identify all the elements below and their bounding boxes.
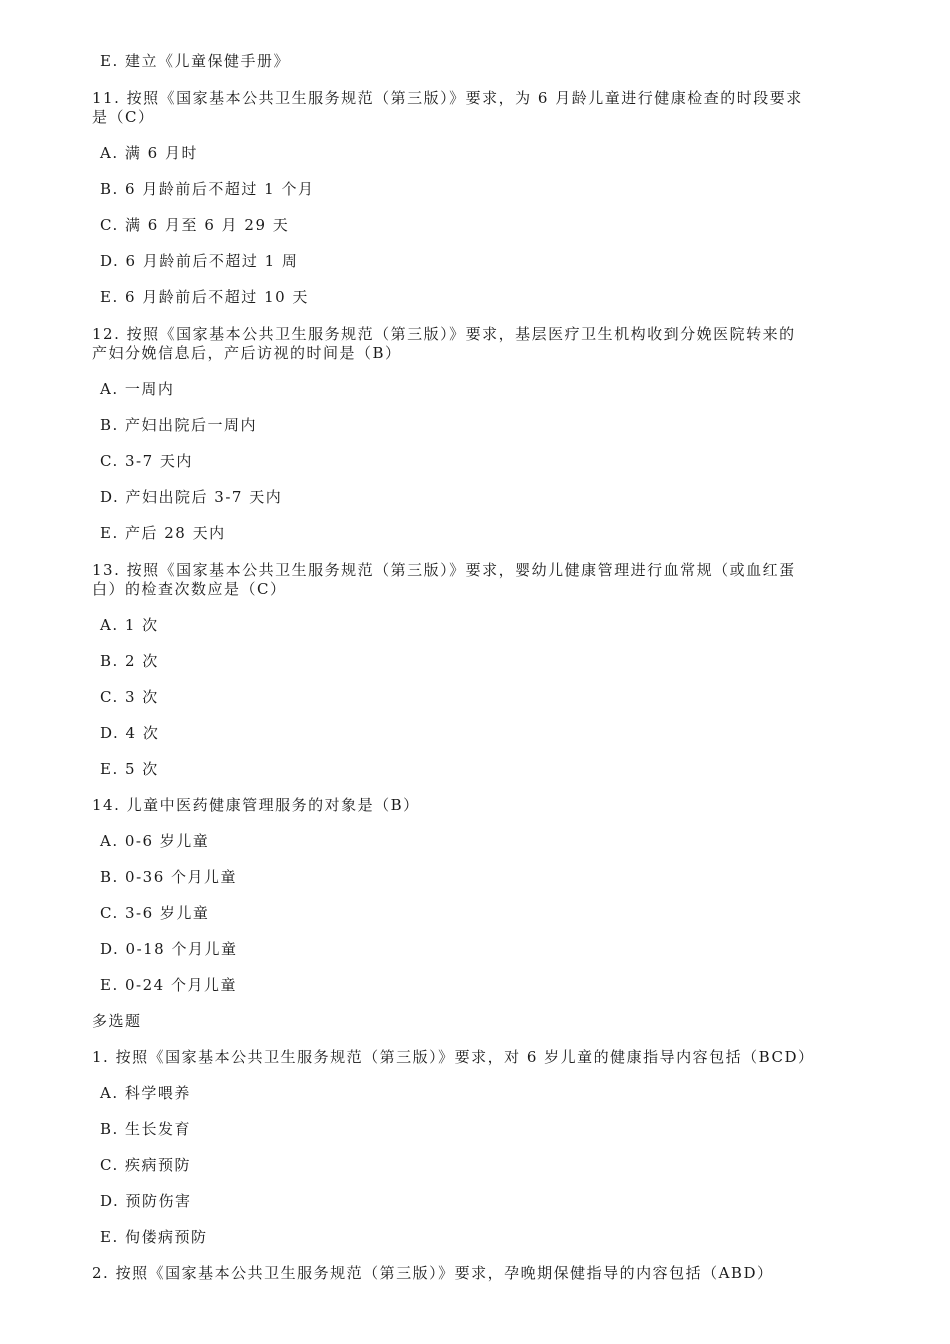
option-c-q13: C. 3 次	[100, 688, 159, 706]
option-d-q14: D. 0-18 个月儿童	[100, 940, 238, 958]
option-e-q14: E. 0-24 个月儿童	[100, 976, 237, 994]
option-e-q11: E. 6 月龄前后不超过 10 天	[100, 288, 309, 306]
option-b-q14: B. 0-36 个月儿童	[100, 868, 238, 886]
option-a-q13: A. 1 次	[100, 616, 159, 634]
option-d-q12: D. 产妇出院后 3-7 天内	[100, 488, 283, 506]
option-c-q14: C. 3-6 岁儿童	[100, 904, 210, 922]
option-a-mq1: A. 科学喂养	[100, 1084, 191, 1102]
question-12-text: 12. 按照《国家基本公共卫生服务规范（第三版）》要求，基层医疗卫生机构收到分娩医院转来的	[92, 325, 796, 343]
option-b-mq1: B. 生长发育	[100, 1120, 192, 1138]
option-d-mq1: D. 预防伤害	[100, 1192, 192, 1210]
option-b-q11: B. 6 月龄前后不超过 1 个月	[100, 180, 315, 198]
option-e-q10: E. 建立《儿童保健手册》	[100, 52, 290, 70]
option-a-q12: A. 一周内	[100, 380, 175, 398]
option-c-q12: C. 3-7 天内	[100, 452, 193, 470]
option-a-q11: A. 满 6 月时	[100, 144, 198, 162]
question-14-text: 14. 儿童中医药健康管理服务的对象是（B）	[92, 796, 420, 814]
multi-question-1-text: 1. 按照《国家基本公共卫生服务规范（第三版）》要求，对 6 岁儿童的健康指导内容包括（BCD）	[92, 1048, 815, 1066]
option-b-q12: B. 产妇出院后一周内	[100, 416, 258, 434]
option-c-q11: C. 满 6 月至 6 月 29 天	[100, 216, 290, 234]
option-e-q13: E. 5 次	[100, 760, 159, 778]
question-11-text: 11. 按照《国家基本公共卫生服务规范（第三版）》要求，为 6 月龄儿童进行健康检查的时段要求	[92, 89, 803, 107]
question-11-text-cont: 是（C）	[92, 108, 155, 126]
option-d-q11: D. 6 月龄前后不超过 1 周	[100, 252, 299, 270]
question-13-text-cont: 白）的检查次数应是（C）	[92, 580, 287, 598]
question-12-text-cont: 产妇分娩信息后，产后访视的时间是（B）	[92, 344, 402, 362]
option-a-q14: A. 0-6 岁儿童	[100, 832, 210, 850]
option-e-mq1: E. 佝偻病预防	[100, 1228, 208, 1246]
option-c-mq1: C. 疾病预防	[100, 1156, 191, 1174]
section-heading-multiple-choice: 多选题	[92, 1012, 142, 1030]
option-e-q12: E. 产后 28 天内	[100, 524, 226, 542]
option-d-q13: D. 4 次	[100, 724, 160, 742]
option-b-q13: B. 2 次	[100, 652, 159, 670]
multi-question-2-text: 2. 按照《国家基本公共卫生服务规范（第三版）》要求，孕晚期保健指导的内容包括（ABD）	[92, 1264, 774, 1282]
question-13-text: 13. 按照《国家基本公共卫生服务规范（第三版）》要求，婴幼儿健康管理进行血常规（或血红蛋	[92, 561, 796, 579]
